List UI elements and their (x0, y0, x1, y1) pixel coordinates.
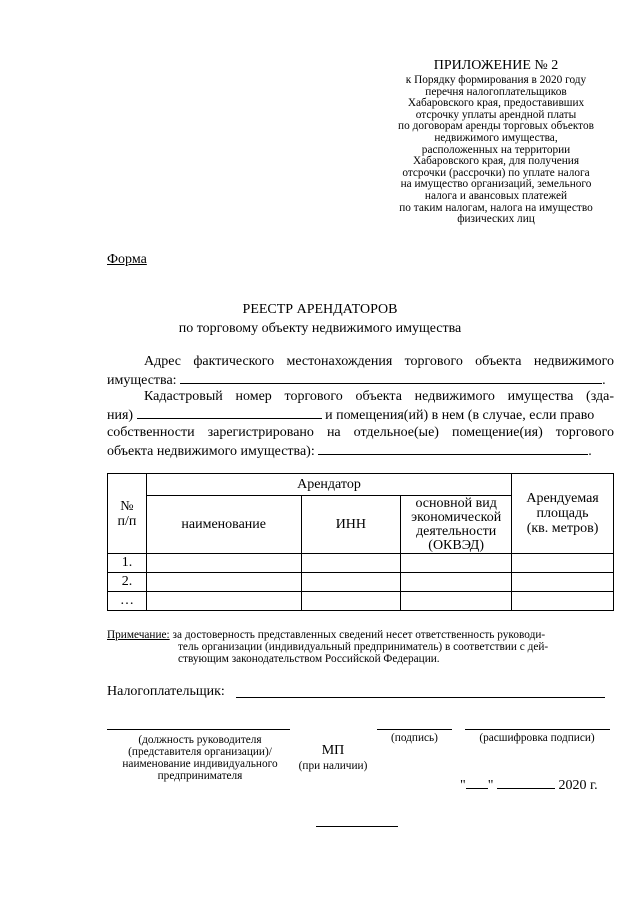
doc-title: РЕЕСТР АРЕНДАТОРОВ (242, 302, 398, 317)
appendix-line: налога и авансовых платежей (424, 189, 568, 202)
cell-okved[interactable] (401, 554, 512, 573)
stamp-label: МП (321, 743, 345, 758)
date-day-field[interactable] (466, 776, 488, 789)
appendix-line: по таким налогам, налога на имущество (399, 201, 593, 214)
cell-okved[interactable] (401, 592, 512, 611)
cell-area[interactable] (512, 592, 614, 611)
address-line-2 (107, 371, 614, 390)
header-tenant-group: Арендатор (146, 474, 511, 496)
taxpayer-label: Налогоплательщик: (107, 684, 225, 699)
signature-caption: (подпись) (391, 732, 438, 744)
position-caption (95, 734, 305, 782)
decode-line[interactable] (465, 729, 610, 730)
appendix-line: на имущество организаций, земельного (400, 178, 592, 191)
table-row (108, 554, 614, 573)
cadastral-building-label: ния) (107, 407, 134, 423)
appendix-title: ПРИЛОЖЕНИЕ № 2 (433, 58, 559, 73)
header-okved (401, 496, 512, 554)
header-num (108, 474, 147, 554)
cadastral-line-1: Кадастровый номер торгового объекта недвижимого имущества (зда- (144, 389, 614, 404)
cadastral-line-4 (107, 442, 614, 461)
note-text-1: за достоверность представленных сведений несет ответственность руководи- (169, 629, 546, 641)
address-line-1: Адрес фактического местонахождения торгового объекта недвижимого (144, 354, 614, 369)
address-field[interactable] (180, 371, 602, 384)
note-line-1 (107, 629, 615, 641)
header-area-line: площадь (536, 506, 589, 521)
date-quote-close: " (487, 778, 494, 793)
header-num-line: № (120, 498, 134, 514)
header-num-line: п/п (117, 513, 137, 529)
cell-area[interactable] (512, 554, 614, 573)
taxpayer-field[interactable] (236, 697, 605, 698)
signature-line[interactable] (377, 729, 452, 730)
note-line-3: ствующим законодательством Российской Федерации. (178, 653, 440, 665)
appendix-block (380, 57, 612, 226)
header-name: наименование (146, 496, 301, 554)
appendix-line: недвижимого имущества, (434, 131, 558, 144)
address-end: . (602, 372, 606, 388)
date-quote-open: " (460, 778, 466, 793)
table-row (108, 592, 614, 611)
cadastral-premises-field[interactable] (318, 442, 588, 455)
appendix-line: отсрочки (рассрочки) по уплате налога (402, 166, 590, 179)
date-line (460, 776, 598, 794)
row-number: … (108, 592, 147, 611)
cell-name[interactable] (146, 573, 301, 592)
header-okved-line: (ОКВЭД) (428, 537, 485, 553)
position-line[interactable] (107, 729, 290, 730)
date-month-field[interactable] (497, 776, 555, 789)
header-okved-line: основной вид (415, 495, 497, 511)
cell-name[interactable] (146, 592, 301, 611)
position-caption-line: (представителя организации)/ (128, 746, 272, 758)
form-label: Форма (107, 252, 147, 267)
table-row (108, 573, 614, 592)
row-number: 1. (108, 554, 147, 573)
header-okved-line: экономической (411, 509, 502, 525)
note-label: Примечание: (107, 629, 170, 641)
stamp-note: (при наличии) (298, 760, 368, 772)
appendix-line: к Порядку формирования в 2020 году (405, 74, 587, 86)
appendix-line: физических лиц (457, 213, 535, 226)
position-caption-line: (должность руководителя (138, 734, 262, 746)
note-block (107, 629, 615, 665)
header-area-line: (кв. метров) (526, 521, 599, 536)
address-label: имущества: (107, 372, 177, 388)
appendix-line: расположенных на территории (421, 143, 571, 156)
appendix-line: отсрочку уплаты арендной платы (415, 108, 577, 121)
cell-name[interactable] (146, 554, 301, 573)
note-line-2: тель организации (индивидуальный предприниматель) в соответствии с дей- (178, 641, 549, 653)
date-year: 2020 г. (558, 778, 598, 793)
appendix-text (380, 75, 612, 226)
cell-inn[interactable] (301, 592, 401, 611)
cadastral-line-3: собственности зарегистрировано на отдельное(ые) помещение(ия) торгового (107, 425, 614, 440)
cell-inn[interactable] (301, 573, 401, 592)
position-caption-line: предпринимателя (157, 770, 243, 782)
cell-okved[interactable] (401, 573, 512, 592)
row-number: 2. (108, 573, 147, 592)
position-caption-line: наименование индивидуального (122, 758, 278, 770)
tenants-table (107, 473, 614, 611)
appendix-line: Хабаровского края, для получения (412, 155, 580, 168)
cadastral-premises-text: и помещения(ий) в нем (в случае, если право (325, 407, 595, 423)
cadastral-building-field[interactable] (137, 406, 322, 419)
cadastral-line-2 (107, 406, 614, 425)
appendix-line: по договорам аренды торговых объектов (398, 120, 594, 133)
appendix-line: перечня налогоплательщиков (425, 85, 567, 98)
decode-caption: (расшифровка подписи) (479, 732, 595, 744)
header-inn: ИНН (301, 496, 401, 554)
cadastral-end: . (588, 443, 592, 459)
header-area-line: Арендуемая (526, 491, 599, 506)
header-okved-line: деятельности (416, 523, 497, 539)
cadastral-paragraph (107, 388, 614, 460)
appendix-line: Хабаровского края, предоставивших (407, 97, 585, 110)
footer-separator (316, 826, 398, 827)
doc-subtitle: по торговому объекту недвижимого имущества (178, 321, 462, 336)
cell-area[interactable] (512, 573, 614, 592)
header-area (512, 474, 614, 554)
cadastral-premises-label: объекта недвижимого имущества): (107, 443, 315, 459)
cell-inn[interactable] (301, 554, 401, 573)
address-paragraph (107, 353, 614, 389)
